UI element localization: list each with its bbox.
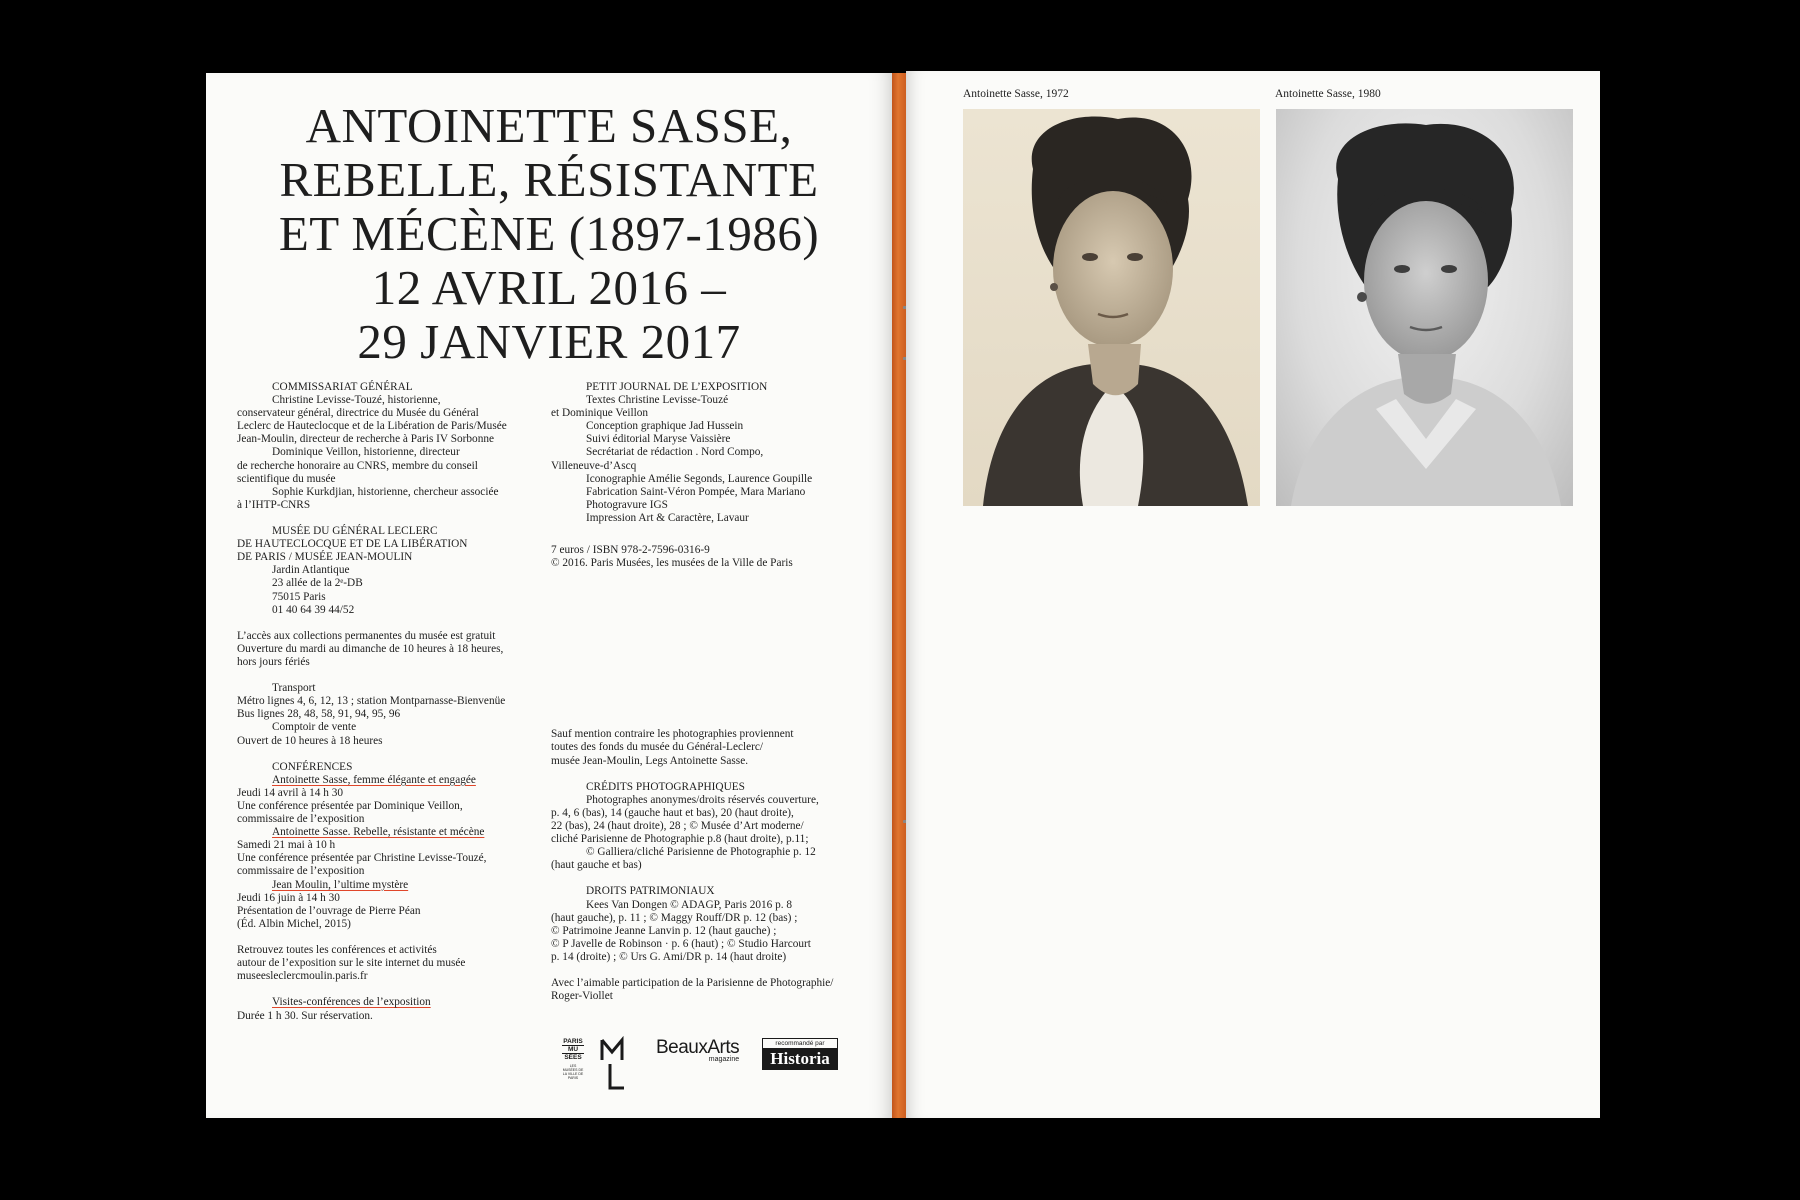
section-heading: DE PARIS / MUSÉE JEAN-MOULIN [237, 551, 413, 564]
text-line: toutes des fonds du musée du Général-Leclerc/ [551, 741, 764, 754]
spacer [237, 931, 537, 944]
text-line: © Galliera/cliché Parisienne de Photographie p. 12 [586, 846, 816, 859]
partner-logos [562, 1026, 862, 1096]
text-line: Fabrication Saint-Véron Pompée, Mara Mariano [586, 485, 806, 498]
text-line: Secrétariat de rédaction . Nord Compo, [586, 446, 764, 459]
address-line: 75015 Paris [272, 590, 326, 603]
section-heading: DROITS PATRIMONIAUX [586, 885, 715, 898]
ml-logo-icon [598, 1034, 628, 1092]
portrait-photo-icon [963, 109, 1260, 506]
copyright: © 2016. Paris Musées, les musées de la Ville de Paris [551, 557, 793, 570]
title-line: REBELLE, RÉSISTANTE [279, 152, 819, 207]
logo-text: PARIS [563, 1038, 583, 1045]
section-heading: PETIT JOURNAL DE L’EXPOSITION [586, 381, 768, 393]
title-line: ANTOINETTE SASSE, [305, 98, 793, 153]
conference-title-link[interactable]: Jean Moulin, l’ultime mystère [272, 878, 409, 891]
logo-text: SÉES [564, 1054, 582, 1062]
text-line: (haut gauche), p. 11 ; © Maggy Rouff/DR p. 12 (bas) ; [551, 911, 798, 924]
text-line: hors jours fériés [237, 655, 310, 668]
text-line: Impression Art & Caractère, Lavaur [586, 511, 749, 524]
logo-text: BeauxArts [656, 1037, 740, 1058]
spacer [237, 748, 537, 761]
text-line: Iconographie Amélie Segonds, Laurence Goupille [586, 472, 813, 485]
text-line: Dominique Veillon, historienne, directeur [272, 446, 460, 459]
title-line: 29 JANVIER 2017 [357, 314, 741, 369]
text-line: Ouvert de 10 heures à 18 heures [237, 734, 383, 747]
text-line: scientifique du musée [237, 472, 336, 485]
text-line: Durée 1 h 30. Sur réservation. [237, 1009, 373, 1022]
portrait-photo-icon [1276, 109, 1573, 506]
text-line: Villeneuve-d’Ascq [551, 459, 637, 472]
historia-logo [762, 1038, 838, 1070]
section-heading: DE HAUTECLOCQUE ET DE LA LIBÉRATION [237, 538, 468, 551]
text-line: cliché Parisienne de Photographie p.8 (haut droite), p.11; [551, 833, 809, 846]
text-line: conservateur général, directrice du Musée du Général [237, 407, 479, 420]
spacer [237, 617, 537, 630]
beauxarts-logo [656, 1038, 739, 1064]
text-line: Jeudi 16 juin à 14 h 30 [237, 891, 340, 904]
text-line: Retrouvez toutes les conférences et activités [237, 944, 437, 957]
text-line: de recherche honoraire au CNRS, membre du conseil [237, 459, 478, 472]
spacer [551, 768, 871, 781]
text-line: Métro lignes 4, 6, 12, 13 ; station Montparnasse-Bienvenüe [237, 695, 506, 708]
text-line: Jeudi 14 avril à 14 h 30 [237, 786, 344, 799]
logo-subtext: magazine [708, 1056, 740, 1063]
spacer [551, 964, 871, 977]
left-column [237, 381, 537, 1023]
section-heading: CRÉDITS PHOTOGRAPHIQUES [586, 780, 745, 793]
text-line: Christine Levisse-Touzé, historienne, [272, 394, 441, 407]
logo-text: Historia [763, 1049, 837, 1069]
portrait-photo-1980 [1276, 109, 1573, 506]
text-line: commissaire de l’exposition [237, 813, 365, 826]
address-line: 23 allée de la 2ᵉ-DB [272, 577, 363, 590]
visites-link[interactable]: Visites-conférences de l’exposition [272, 996, 431, 1009]
text-line: Photogravure IGS [586, 498, 668, 511]
spacer [551, 525, 871, 538]
text-line: Présentation de l’ouvrage de Pierre Péan [237, 904, 421, 917]
ml-museum-logo [598, 1034, 628, 1092]
page-title [206, 99, 892, 369]
photo-caption: Antoinette Sasse, 1980 [1275, 88, 1381, 100]
spacer [551, 570, 871, 728]
text-line: et Dominique Veillon [551, 407, 649, 420]
text-line: (haut gauche et bas) [551, 859, 642, 872]
spacer [237, 669, 537, 682]
text-line: Conception graphique Jad Hussein [586, 420, 744, 433]
text-line: Kees Van Dongen © ADAGP, Paris 2016 p. 8 [586, 898, 793, 911]
address-line: Jardin Atlantique [272, 564, 350, 577]
conference-title-link[interactable]: Antoinette Sasse, femme élégante et engagée [272, 773, 476, 786]
title-line: ET MÉCÈNE (1897-1986) [278, 206, 820, 261]
text-line: Jean-Moulin, directeur de recherche à Paris IV Sorbonne [237, 433, 495, 446]
right-column [551, 381, 871, 1003]
paris-musees-logo [562, 1038, 584, 1080]
text-line: p. 4, 6 (bas), 14 (gauche haut et bas), 20 (haut droite), [551, 806, 794, 819]
subheading: Transport [272, 682, 316, 695]
spacer [551, 872, 871, 885]
text-line: à l’IHTP-CNRS [237, 498, 311, 511]
text-line: Une conférence présentée par Dominique Veillon, [237, 800, 463, 812]
spacer [237, 512, 537, 525]
left-page [206, 73, 892, 1118]
logo-subtext: recommandé par [763, 1039, 837, 1049]
website-link[interactable]: museesleclercmoulin.paris.fr [237, 970, 368, 983]
text-line: (Éd. Albin Michel, 2015) [237, 917, 351, 930]
subheading: Comptoir de vente [272, 721, 357, 734]
text-line: Roger-Viollet [551, 990, 613, 1003]
text-line: autour de l’exposition sur le site internet du musée [237, 957, 466, 970]
portrait-photo-1972 [963, 109, 1260, 506]
text-line: © Patrimoine Jeanne Lanvin p. 12 (haut gauche) ; [551, 924, 777, 937]
spacer [237, 983, 537, 996]
section-heading: CONFÉRENCES [272, 760, 353, 773]
text-line: musée Jean-Moulin, Legs Antoinette Sasse. [551, 754, 749, 767]
title-line: 12 AVRIL 2016 – [371, 260, 727, 315]
text-line: Samedi 21 mai à 10 h [237, 839, 336, 852]
text-line: Avec l’aimable participation de la Parisienne de Photographie/ [551, 977, 834, 990]
text-line: Sophie Kurkdjian, historienne, chercheur associée [272, 485, 499, 498]
phone-number: 01 40 64 39 44/52 [272, 603, 355, 616]
text-line: p. 14 (droite) ; © Urs G. Ami/DR p. 14 (haut droite) [551, 950, 787, 963]
text-line: Une conférence présentée par Christine Levisse-Touzé, [237, 852, 487, 865]
photo-caption: Antoinette Sasse, 1972 [963, 88, 1069, 100]
section-heading: MUSÉE DU GÉNÉRAL LECLERC [272, 525, 438, 538]
text-line: Suivi éditorial Maryse Vaissière [586, 433, 731, 446]
text-line: 22 (bas), 24 (haut droite), 28 ; © Musée d’Art moderne/ [551, 819, 804, 832]
section-heading: COMMISSARIAT GÉNÉRAL [272, 381, 413, 393]
text-line: Ouverture du mardi au dimanche de 10 heures à 18 heures, [237, 642, 504, 655]
price-isbn: 7 euros / ISBN 978-2-7596-0316-9 [551, 544, 710, 557]
text-line: Bus lignes 28, 48, 58, 91, 94, 95, 96 [237, 708, 401, 721]
text-line: Photographes anonymes/droits réservés couverture, [586, 793, 819, 806]
text-line: commissaire de l’exposition [237, 865, 365, 878]
text-line: © P Javelle de Robinson · p. 6 (haut) ; © Studio Harcourt [551, 937, 811, 950]
text-line: Textes Christine Levisse-Touzé [586, 394, 729, 407]
text-line: Sauf mention contraire les photographies proviennent [551, 728, 794, 741]
conference-title-link[interactable]: Antoinette Sasse. Rebelle, résistante et mécène [272, 826, 485, 839]
right-page [906, 71, 1600, 1118]
logo-text: MU [562, 1045, 584, 1054]
text-line: L’accès aux collections permanentes du musée est gratuit [237, 629, 496, 642]
text-line: Leclerc de Hauteclocque et de la Libération de Paris/Musée [237, 420, 507, 433]
logo-small-text: LES MUSÉES DE LA VILLE DE PARIS [562, 1063, 584, 1080]
